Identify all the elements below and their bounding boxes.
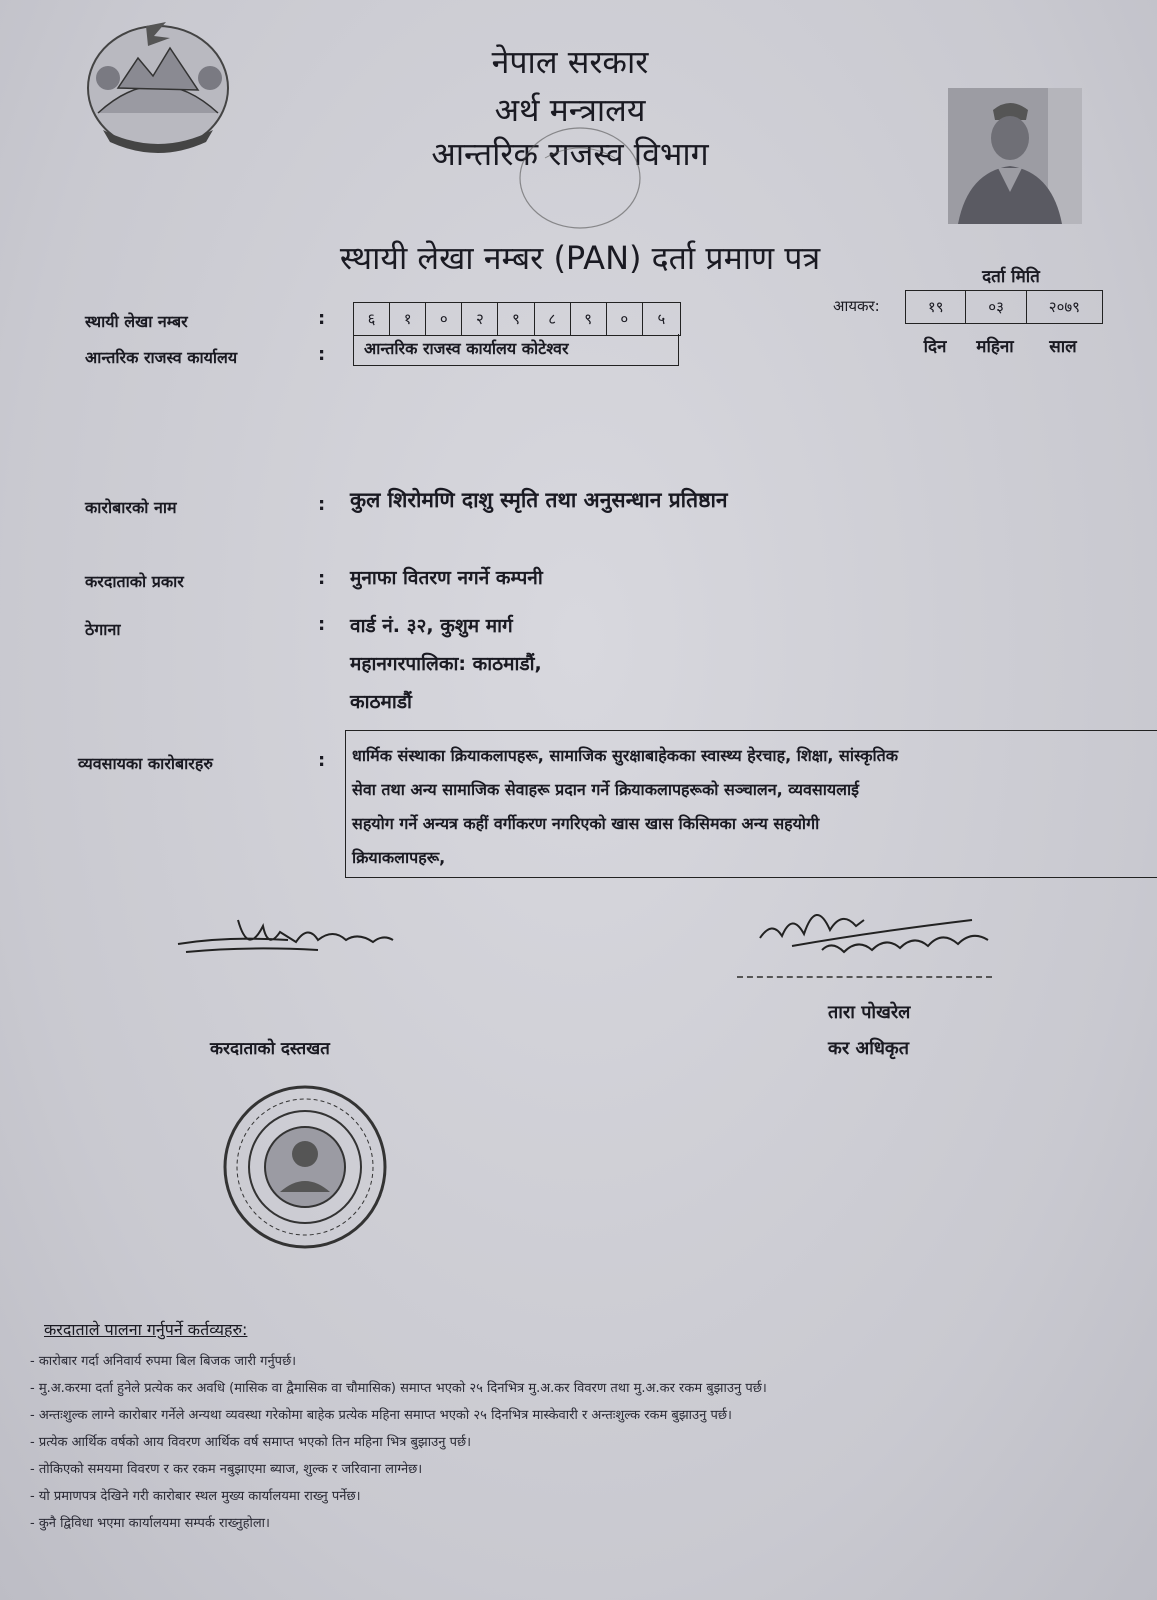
activity-line: सहयोग गर्ने अन्यत्र कहीं वर्गीकरण नगरिएको खास खास किसिमका अन्य सहयोगी	[352, 814, 820, 833]
office-colon: :	[318, 344, 326, 365]
taxpayer-type-colon: :	[318, 568, 326, 589]
header-line1: नेपाल सरकार	[491, 43, 649, 81]
pan-digit: ५	[657, 310, 666, 328]
business-name-colon: :	[318, 494, 326, 515]
address-line2: महानगरपालिका: काठमाडौं,	[350, 653, 542, 675]
organization-stamp-icon	[222, 1084, 388, 1250]
address-colon: :	[318, 614, 326, 635]
pan-digit: २	[462, 303, 498, 335]
header-line2: अर्थ मन्त्रालय	[494, 91, 646, 129]
duties-list	[30, 1348, 1140, 1537]
officer-signature	[752, 890, 1012, 970]
officer-title: कर अधिकृत	[828, 1038, 910, 1059]
activities-colon: :	[318, 750, 326, 771]
nepal-emblem-icon	[78, 18, 238, 158]
office-label: आन्तरिक राजस्व कार्यालय	[85, 348, 238, 367]
duty-item: - मु.अ.करमा दर्ता हुनेले प्रत्येक कर अवधि (मासिक वा द्वैमासिक वा चौमासिक) समाप्त भएको २५ दिनभित्र मु.अ.कर विवरण तथा मु.अ.कर रकम बुझाउनु पर्छ।	[30, 1381, 767, 1396]
officer-signature-line	[737, 976, 992, 978]
duties-heading: करदाताले पालना गर्नुपर्ने कर्तव्यहरु:	[44, 1320, 248, 1339]
address-line1: वार्ड नं. ३२, कुशुम मार्ग	[350, 615, 513, 637]
pan-digit: १	[390, 303, 426, 335]
duty-item: - कुनै द्विविधा भएमा कार्यालयमा सम्पर्क राख्नुहोला।	[30, 1516, 270, 1531]
date-day-label: दिन	[923, 337, 947, 357]
duty-item: - तोकिएको समयमा विवरण र कर रकम नबुझाएमा ब्याज, शुल्क र जरिवाना लाग्नेछ।	[30, 1462, 423, 1477]
pan-colon: :	[318, 308, 326, 329]
business-name-label: कारोबारको नाम	[85, 498, 177, 517]
address-label: ठेगाना	[85, 620, 121, 639]
taxpayer-signature	[168, 906, 418, 966]
date-year-label: साल	[1049, 337, 1077, 357]
activity-line: सेवा तथा अन्य सामाजिक सेवाहरू प्रदान गर्ने क्रियाकलापहरूको सञ्चालन, व्यवसायलाई	[352, 780, 860, 799]
date-year: २०७९	[1048, 298, 1080, 316]
duty-item: - यो प्रमाणपत्र देखिने गरी कारोबार स्थल मुख्य कार्यालयमा राख्नु पर्नेछ।	[30, 1489, 361, 1504]
duty-item: - कारोबार गर्दा अनिवार्य रुपमा बिल बिजक जारी गर्नुपर्छ।	[30, 1354, 297, 1369]
office-stamp-icon	[505, 118, 655, 238]
date-month: ०३	[966, 291, 1026, 323]
activity-line: क्रियाकलापहरू,	[352, 848, 446, 867]
duty-item: - अन्तःशुल्क लाग्ने कारोबार गर्नेले अन्यथा व्यवस्था गरेकोमा बाहेक प्रत्येक महिना समाप्त भएको २५ दिनभित्र मास्केवारी र अन्तःशुल्क रकम बुझाउनु पर्छ।	[30, 1408, 732, 1423]
taxpayer-type-value: मुनाफा वितरण नगर्ने कम्पनी	[350, 567, 543, 589]
officer-name: तारा पोखरेल	[828, 1002, 911, 1023]
activities-label: व्यवसायका कारोबारहरु	[78, 754, 213, 773]
taxpayer-signature-label: करदाताको दस्तखत	[210, 1039, 330, 1059]
taxpayer-type-label: करदाताको प्रकार	[85, 572, 184, 591]
duty-item: - प्रत्येक आर्थिक वर्षको आय विवरण आर्थिक वर्ष समाप्त भएको तिन महिना भित्र बुझाउनु पर्छ।	[30, 1435, 472, 1450]
pan-digit: ०	[426, 303, 462, 335]
pan-digit: ९	[571, 303, 607, 335]
pan-digit: ८	[535, 303, 571, 335]
header-line3: आन्तरिक राजस्व विभाग	[431, 135, 709, 173]
office-value: आन्तरिक राजस्व कार्यालय कोटेश्वर	[353, 334, 679, 366]
date-month-label: महिना	[976, 337, 1014, 357]
registration-date-box	[905, 290, 1103, 324]
page-title: स्थायी लेखा नम्बर (PAN) दर्ता प्रमाण पत्र	[339, 239, 821, 277]
activities-box	[345, 730, 1157, 878]
date-prefix: आयकर:	[833, 297, 880, 315]
person-photo-icon	[948, 88, 1082, 224]
pan-digit: ०	[607, 303, 643, 335]
pan-label: स्थायी लेखा नम्बर	[85, 312, 188, 331]
address-line3: काठमाडौं	[350, 691, 412, 713]
activity-line: धार्मिक संस्थाका क्रियाकलापहरू, सामाजिक सुरक्षाबाहेकका स्वास्थ्य हेरचाह, शिक्षा, सांस्कृतिक	[352, 746, 899, 765]
business-name-value: कुल शिरोमणि दाशु स्मृति तथा अनुसन्धान प्रतिष्ठान	[350, 488, 728, 512]
date-day: १९	[906, 291, 966, 323]
pan-number-box	[353, 302, 681, 336]
registration-date-label: दर्ता मिति	[982, 267, 1040, 287]
pan-digit: ९	[498, 303, 534, 335]
pan-digit: ६	[354, 303, 390, 335]
